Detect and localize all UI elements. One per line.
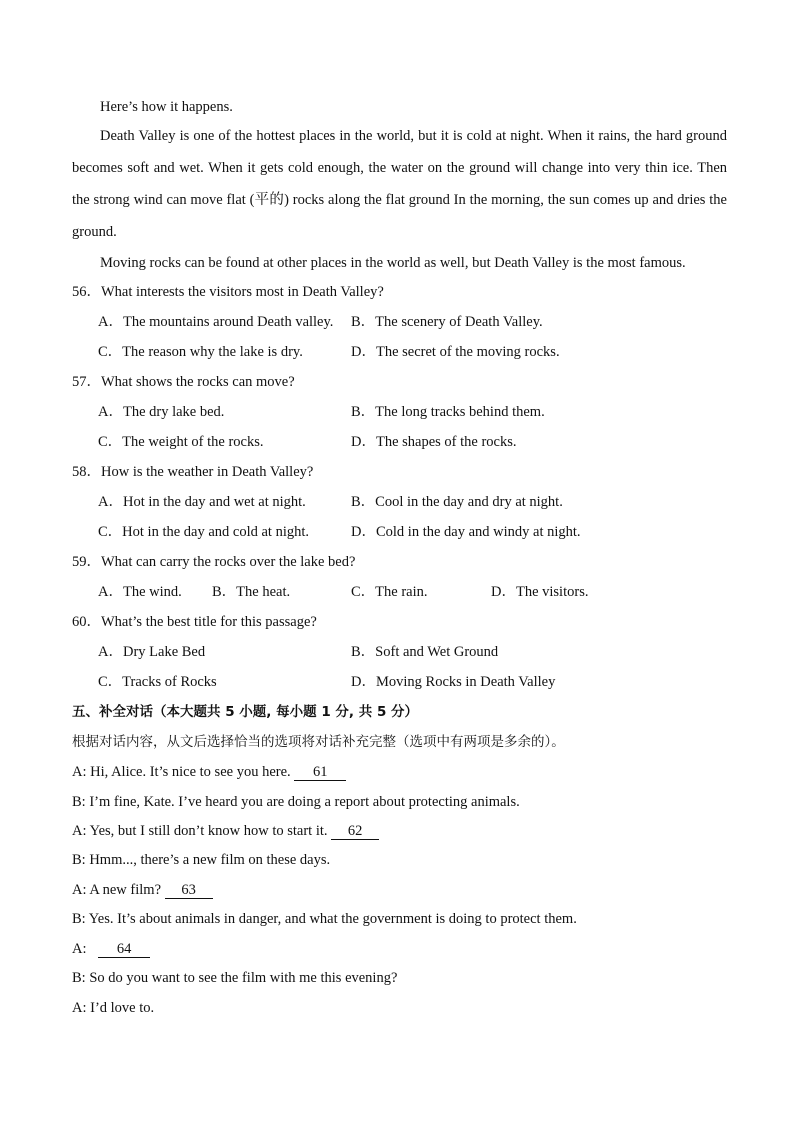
dialogue-line-5-text: A: A new film? xyxy=(72,882,165,898)
question-56: 56．What interests the visitors most in Death Valley? xyxy=(72,284,384,300)
dialogue-line-1 xyxy=(72,763,346,781)
passage-paragraph-1: Here’s how it happens. xyxy=(100,99,233,115)
option-60-a: A．Dry Lake Bed xyxy=(98,644,206,660)
dialogue-line-1-text: A: Hi, Alice. It’s nice to see you here. xyxy=(72,764,295,780)
passage-paragraph-3: Moving rocks can be found at other places in the world as well, but Death Valley is the most famous. xyxy=(100,255,686,271)
question-58: 58．How is the weather in Death Valley? xyxy=(72,464,314,480)
option-57-c: C．The weight of the rocks. xyxy=(98,434,264,450)
dialogue-line-9: A: I’d love to. xyxy=(72,1000,155,1016)
option-58-d: D．Cold in the day and windy at night. xyxy=(351,524,581,540)
section-5-heading: 五、补全对话（本大题共 5 小题, 每小题 1 分, 共 5 分） xyxy=(72,704,419,720)
dialogue-line-3-text: A: Yes, but I still don’t know how to start it. xyxy=(72,823,332,839)
option-59-c: C．The rain. xyxy=(351,584,428,600)
option-60-c: C．Tracks of Rocks xyxy=(98,674,217,690)
option-57-a: A．The dry lake bed. xyxy=(98,404,225,420)
option-58-b: B．Cool in the day and dry at night. xyxy=(351,494,563,510)
dialogue-line-8: B: So do you want to see the film with me this evening? xyxy=(72,970,398,986)
dialogue-line-2: B: I’m fine, Kate. I’ve heard you are doing a report about protecting animals. xyxy=(72,794,520,810)
answer-blank-63: 63 xyxy=(165,882,213,899)
dialogue-line-7 xyxy=(72,940,150,958)
option-59-a: A．The wind. xyxy=(98,584,182,600)
option-56-c: C．The reason why the lake is dry. xyxy=(98,344,303,360)
dialogue-line-5 xyxy=(72,881,213,899)
dialogue-line-3 xyxy=(72,822,379,840)
question-60: 60．What’s the best title for this passage? xyxy=(72,614,317,630)
question-59: 59．What can carry the rocks over the lake bed? xyxy=(72,554,356,570)
answer-blank-62: 62 xyxy=(331,823,379,840)
option-58-a: A．Hot in the day and wet at night. xyxy=(98,494,306,510)
option-59-d: D．The visitors. xyxy=(491,584,589,600)
passage-paragraph-2-text: Death Valley is one of the hottest places in the world, but it is cold at night. When it rains, the hard ground becomes soft and wet. When it gets cold enough, the water on the ground will change into very thin ice. Then the strong wind can move flat (平的) rocks along the flat ground In the morning, the sun comes up and dries the ground. xyxy=(72,128,727,240)
dialogue-line-6: B: Yes. It’s about animals in danger, and what the government is doing to protect them. xyxy=(72,911,577,927)
answer-blank-61: 61 xyxy=(294,764,346,781)
option-56-d: D．The secret of the moving rocks. xyxy=(351,344,560,360)
answer-blank-64: 64 xyxy=(98,941,150,958)
option-57-b: B．The long tracks behind them. xyxy=(351,404,545,420)
question-57: 57．What shows the rocks can move? xyxy=(72,374,295,390)
option-59-b: B．The heat. xyxy=(212,584,291,600)
option-56-b: B．The scenery of Death Valley. xyxy=(351,314,543,330)
option-60-b: B．Soft and Wet Ground xyxy=(351,644,499,660)
option-56-a: A．The mountains around Death valley. xyxy=(98,314,334,330)
option-60-d: D．Moving Rocks in Death Valley xyxy=(351,674,556,690)
passage-paragraph-2 xyxy=(72,120,727,248)
option-58-c: C．Hot in the day and cold at night. xyxy=(98,524,310,540)
option-57-d: D．The shapes of the rocks. xyxy=(351,434,517,450)
section-5-instruction: 根据对话内容，从文后选择恰当的选项将对话补充完整（选项中有两项是多余的）。 xyxy=(72,734,565,750)
dialogue-line-4: B: Hmm..., there’s a new film on these days. xyxy=(72,852,331,868)
dialogue-line-7-text: A: xyxy=(72,941,91,957)
